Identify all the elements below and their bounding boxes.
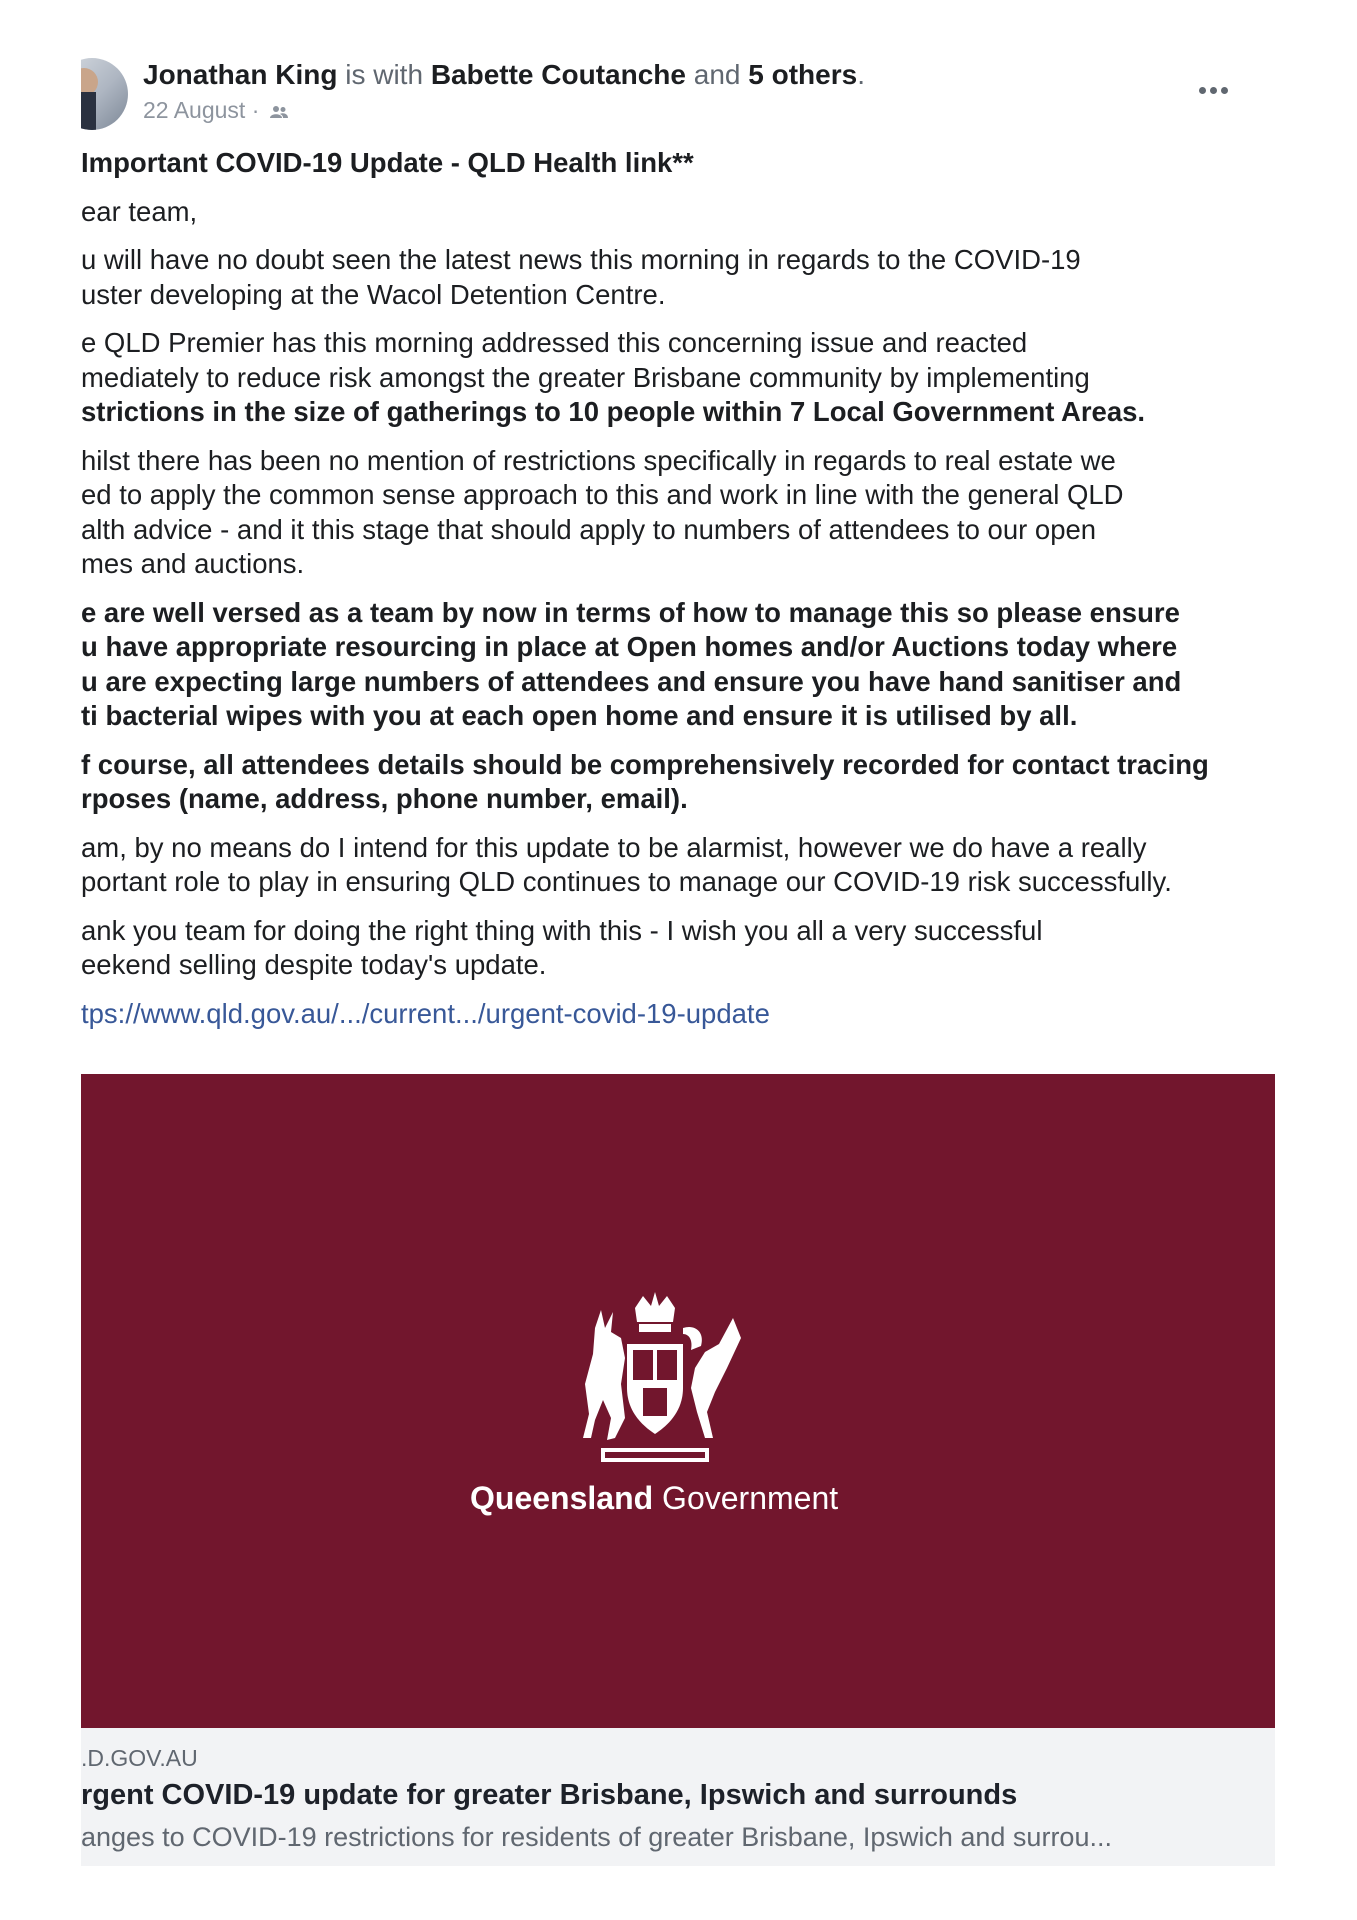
- paragraph-line: rposes (name, address, phone number, email).: [81, 783, 688, 814]
- link-preview-footer[interactable]: [81, 1728, 1275, 1866]
- tagged-person[interactable]: Babette Coutanche: [430, 59, 686, 90]
- paragraph-line: am, by no means do I intend for this update to be alarmist, however we do have a really: [81, 831, 1147, 863]
- paragraph-line: e are well versed as a team by now in terms of how to manage this so please ensure: [81, 596, 1180, 628]
- paragraph-line: u are expecting large numbers of attendees and ensure you have hand sanitiser and: [81, 665, 1182, 697]
- friends-icon[interactable]: [270, 105, 288, 119]
- more-options-icon[interactable]: [1190, 78, 1236, 102]
- link-description: anges to COVID-19 restrictions for residents of greater Brisbane, Ipswich and surrou...: [81, 1822, 1112, 1852]
- paragraph-4: [81, 596, 1281, 734]
- paragraph-7: [81, 914, 1281, 983]
- paragraph-3: [81, 444, 1281, 582]
- paragraph-line: eekend selling despite today's update.: [81, 949, 547, 980]
- paragraph-line: portant role to play in ensuring QLD continues to manage our COVID-19 risk successfully.: [81, 866, 1172, 897]
- and-text: and: [693, 59, 741, 90]
- wordmark-regular: Government: [662, 1480, 839, 1516]
- link-title[interactable]: rgent COVID-19 update for greater Brisbane, Ipswich and surrounds: [81, 1779, 1018, 1811]
- post-link[interactable]: tps://www.qld.gov.au/.../current.../urgent-covid-19-update: [81, 997, 770, 1029]
- paragraph-line: alth advice - and it this stage that should apply to numbers of attendees to our open: [81, 513, 1097, 545]
- paragraph-line: mes and auctions.: [81, 548, 305, 579]
- link-domain: .D.GOV.AU: [81, 1745, 198, 1771]
- queensland-coat-of-arms: [555, 1288, 755, 1478]
- paragraph-line: uster developing at the Wacol Detention Centre.: [81, 278, 666, 310]
- post-body: [81, 146, 1281, 1045]
- wordmark-bold: Queensland: [470, 1480, 654, 1516]
- author-name[interactable]: Jonathan King: [143, 59, 338, 90]
- paragraph-line: hilst there has been no mention of restrictions specifically in regards to real estate we: [81, 444, 1116, 476]
- post-meta: [143, 96, 288, 124]
- paragraph-6: [81, 831, 1281, 900]
- paragraph-line: u will have no doubt seen the latest news this morning in regards to the COVID-19: [81, 244, 1081, 275]
- post-title: Important COVID-19 Update - QLD Health link**: [81, 147, 694, 178]
- paragraph-line: f course, all attendees details should be comprehensively recorded for contact tracing: [81, 748, 1209, 780]
- paragraph-5: [81, 748, 1281, 817]
- paragraph-line: ank you team for doing the right thing with this - I wish you all a very successful: [81, 914, 1043, 946]
- paragraph-line: mediately to reduce risk amongst the greater Brisbane community by implementing: [81, 361, 1090, 393]
- paragraph-line: u have appropriate resourcing in place at Open homes and/or Auctions today where: [81, 631, 1178, 662]
- paragraph-line: ti bacterial wipes with you at each open home and ensure it is utilised by all.: [81, 700, 1078, 731]
- left-crop-margin: [0, 0, 81, 1920]
- paragraph-line: e QLD Premier has this morning addressed this concerning issue and reacted: [81, 327, 1028, 358]
- tagged-others[interactable]: 5 others: [748, 59, 858, 90]
- with-text: is with: [345, 59, 424, 90]
- post-header: [143, 58, 865, 92]
- paragraph-line: ed to apply the common sense approach to this and work in line with the general QLD: [81, 479, 1124, 510]
- post-date[interactable]: 22 August ·: [143, 97, 260, 123]
- paragraph-1: [81, 243, 1281, 312]
- greeting: ear team,: [81, 195, 198, 227]
- paragraph-line-bold: strictions in the size of gatherings to 10 people within 7 Local Government Areas.: [81, 396, 1146, 427]
- paragraph-2: [81, 326, 1281, 430]
- header-period: .: [857, 59, 865, 90]
